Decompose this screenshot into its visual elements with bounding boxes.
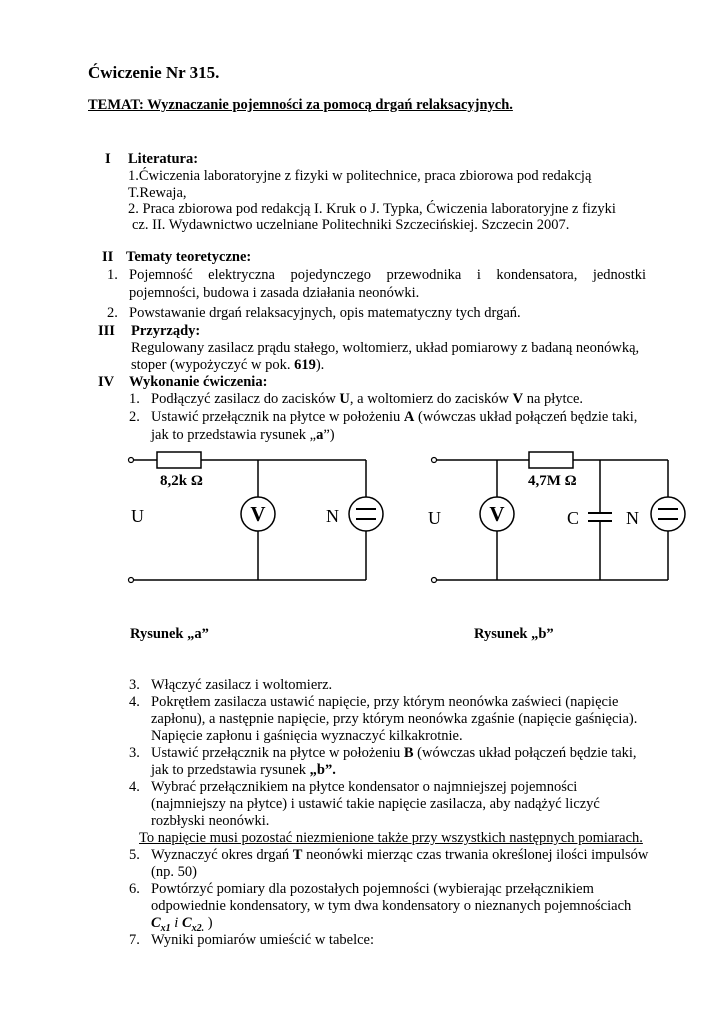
section-num: I (105, 151, 111, 167)
section-heading-literature: Literatura: (128, 151, 199, 167)
procedure-step: Ustawić przełącznik na płytce w położeniu B (wówczas układ połączeń będzie taki, (151, 745, 637, 761)
procedure-step-cont: (najmniejszy na płytce) i ustawić takie napięcie zasilacza, aby nadążyć liczyć (151, 796, 600, 812)
list-number: 2. (129, 409, 140, 425)
list-number: 2. (107, 305, 118, 321)
procedure-step: Wyniki pomiarów umieścić w tabelce: (151, 932, 375, 948)
procedure-step-cont: odpowiednie kondensatory, w tym dwa kondensatory o nieznanych pojemnościach (151, 898, 632, 914)
section-heading-equipment: Przyrządy: (131, 323, 201, 339)
section-num: II (102, 249, 114, 265)
list-number: 4. (129, 779, 140, 795)
procedure-step-cont: jak to przedstawia rysunek „a”) (151, 427, 335, 443)
topic-heading: TEMAT: Wyznaczanie pojemności za pomocą drgań relaksacyjnych. (88, 97, 513, 113)
terminal (129, 578, 134, 583)
list-number: 1. (129, 391, 140, 407)
list-number: 4. (129, 694, 140, 710)
resistor-a (157, 452, 201, 468)
circuit-diagrams (0, 440, 725, 600)
neon-a-label: N (326, 506, 339, 526)
section-heading-procedure: Wykonanie ćwiczenia: (129, 374, 268, 390)
list-number: 1. (107, 267, 118, 283)
resistor-b (529, 452, 573, 468)
theory-item-1: Pojemność elektryczna pojedynczego przewodnika i kondensatora, jednostki (129, 267, 646, 283)
procedure-step: Włączyć zasilacz i woltomierz. (151, 677, 333, 693)
terminal (129, 458, 134, 463)
neon-lamp-a (349, 497, 383, 531)
section-num: IV (98, 374, 115, 390)
procedure-step-cont: rozbłyski neonówki. (151, 813, 270, 829)
procedure-step: Wyznaczyć okres drgań T neonówki mierząc czas trwania określonej ilości impulsów (151, 847, 649, 863)
list-number: 3. (129, 745, 140, 761)
list-number: 3. (129, 677, 140, 693)
neon-lamp-b (651, 497, 685, 531)
procedure-step-cont: jak to przedstawia rysunek „b”. (151, 762, 336, 778)
procedure-step: Ustawić przełącznik na płytce w położeniu A (wówczas układ połączeń będzie taki, (151, 409, 638, 425)
terminal-u-label: U (131, 506, 144, 526)
figure-b-caption: Rysunek „b” (474, 626, 554, 642)
resistor-a-label: 8,2k Ω (160, 473, 203, 489)
procedure-step: Wybrać przełącznikiem na płytce kondensator o najmniejszej pojemności (151, 779, 578, 795)
section-num: III (98, 323, 115, 339)
list-number: 5. (129, 847, 140, 863)
literature-line: T.Rewaja, (128, 185, 187, 201)
equipment-line: stoper (wypożyczyć w pok. 619). (131, 357, 325, 373)
list-number: 7. (129, 932, 140, 948)
terminal (432, 578, 437, 583)
literature-line: 2. Praca zbiorowa pod redakcją I. Kruk o J. Typka, Ćwiczenia laboratoryjne z fizyki (128, 201, 616, 217)
figure-a-caption: Rysunek „a” (130, 626, 209, 642)
equipment-line: Regulowany zasilacz prądu stałego, woltomierz, układ pomiarowy z badaną neonówką, (131, 340, 640, 356)
literature-line: 1.Ćwiczenia laboratoryjne z fizyki w politechnice, praca zbiorowa pod redakcją (128, 168, 592, 184)
literature-line: cz. II. Wydawnictwo uczelniane Politechniki Szczecińskiej. Szczecin 2007. (132, 217, 570, 233)
neon-b-label: N (626, 508, 639, 528)
theory-item-1-cont: pojemności, budowa i zasada działania neonówki. (129, 285, 420, 301)
procedure-step-cont: $C_{x1}$ i $C_{x2.}$ ) (151, 915, 213, 934)
procedure-step-cont: Napięcie zapłonu i gaśnięcia wyznaczyć kilkakrotnie. (151, 728, 463, 744)
important-note: To napięcie musi pozostać niezmienione także przy wszystkich następnych pomiarach. (139, 830, 643, 846)
voltmeter-b-label: V (489, 502, 505, 526)
terminal-u-label: U (428, 508, 441, 528)
procedure-step-cont: zapłonu), a następnie napięcie, przy którym neonówka zgaśnie (napięcie gaśnięcia). (151, 711, 638, 727)
procedure-step-cont: (np. 50) (151, 864, 197, 880)
procedure-step: Powtórzyć pomiary dla pozostałych pojemności (wybierając przełącznikiem (151, 881, 594, 897)
list-number: 6. (129, 881, 140, 897)
procedure-step: Pokrętłem zasilacza ustawić napięcie, przy którym neonówka zaświeci (napięcie (151, 694, 619, 710)
page-title: Ćwiczenie Nr 315. (88, 63, 220, 82)
capacitor-label: C (567, 508, 580, 528)
theory-item-2: Powstawanie drgań relaksacyjnych, opis matematyczny tych drgań. (129, 305, 521, 321)
procedure-step: Podłączyć zasilacz do zacisków U, a woltomierz do zacisków V na płytce. (151, 391, 584, 407)
voltmeter-a-label: V (250, 502, 266, 526)
section-heading-theory: Tematy teoretyczne: (126, 249, 252, 265)
resistor-b-label: 4,7M Ω (528, 473, 577, 489)
terminal (432, 458, 437, 463)
